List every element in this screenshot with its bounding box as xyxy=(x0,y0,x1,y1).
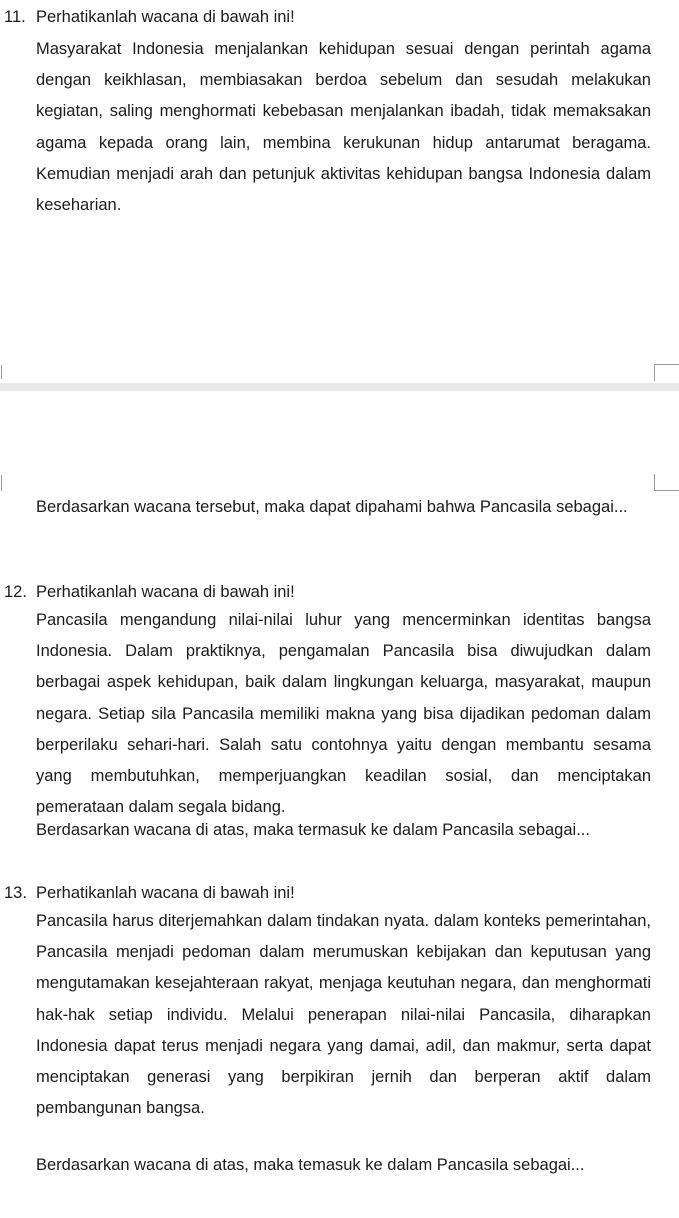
page-corner-marker xyxy=(654,474,679,491)
page-break xyxy=(0,383,679,391)
question-12-passage: Pancasila mengandung nilai-nilai luhur yang mencerminkan identitas bangsa Indonesia. Dalam praktiknya, pengamalan Pancasila bisa diwujudkan dalam berbagai aspek kehidupan, baik dalam lingkungan keluarga, masyarakat, maupun negara. Setiap sila Pancasila memiliki makna yang bisa dijadikan pedoman dalam berperilaku sehari-hari. Salah satu contohnya yaitu dengan membantu sesama yang membutuhkan, memperjuangkan keadilan sosial, dan menciptakan pemerataan dalam segala bidang. xyxy=(36,611,651,817)
page-corner-marker xyxy=(0,365,2,379)
page-corner-marker xyxy=(0,475,2,491)
question-11-prompt: Berdasarkan wacana tersebut, maka dapat dipahami bahwa Pancasila sebagai... xyxy=(36,498,628,516)
question-12-intro: Perhatikanlah wacana di bawah ini! xyxy=(36,583,295,601)
question-13-number: 13. xyxy=(4,884,27,902)
question-11-number: 11. xyxy=(4,8,26,26)
question-12-prompt: Berdasarkan wacana di atas, maka termasuk ke dalam Pancasila sebagai... xyxy=(36,821,590,839)
question-13-passage: Pancasila harus diterjemahkan dalam tindakan nyata. dalam konteks pemerintahan, Pancasila menjadi pedoman dalam merumuskan kebijakan dan keputusan yang mengutamakan kesejahteraan rakyat, menjaga keutuhan negara, dan menghormati hak-hak setiap individu. Melalui penerapan nilai-nilai Pancasila, diharapkan Indonesia dapat terus menjadi negara yang damai, adil, dan makmur, serta dapat menciptakan generasi yang berpikiran jernih dan berperan aktif dalam pembangunan bangsa. xyxy=(36,912,651,1118)
question-11-passage: Masyarakat Indonesia menjalankan kehidupan sesuai dengan perintah agama dengan keikhlasan, membiasakan berdoa sebelum dan sesudah melakukan kegiatan, saling menghormati kebebasan menjalankan ibadah, tidak memaksakan agama kepada orang lain, membina kerukunan hidup antarumat beragama. Kemudian menjadi arah dan petunjuk aktivitas kehidupan bangsa Indonesia dalam keseharian. xyxy=(36,40,651,215)
question-12-number: 12. xyxy=(4,583,27,601)
question-13-prompt: Berdasarkan wacana di atas, maka temasuk ke dalam Pancasila sebagai... xyxy=(36,1156,585,1174)
page-corner-marker xyxy=(654,364,679,381)
question-13-intro: Perhatikanlah wacana di bawah ini! xyxy=(36,884,295,902)
question-11-intro: Perhatikanlah wacana di bawah ini! xyxy=(36,8,295,26)
